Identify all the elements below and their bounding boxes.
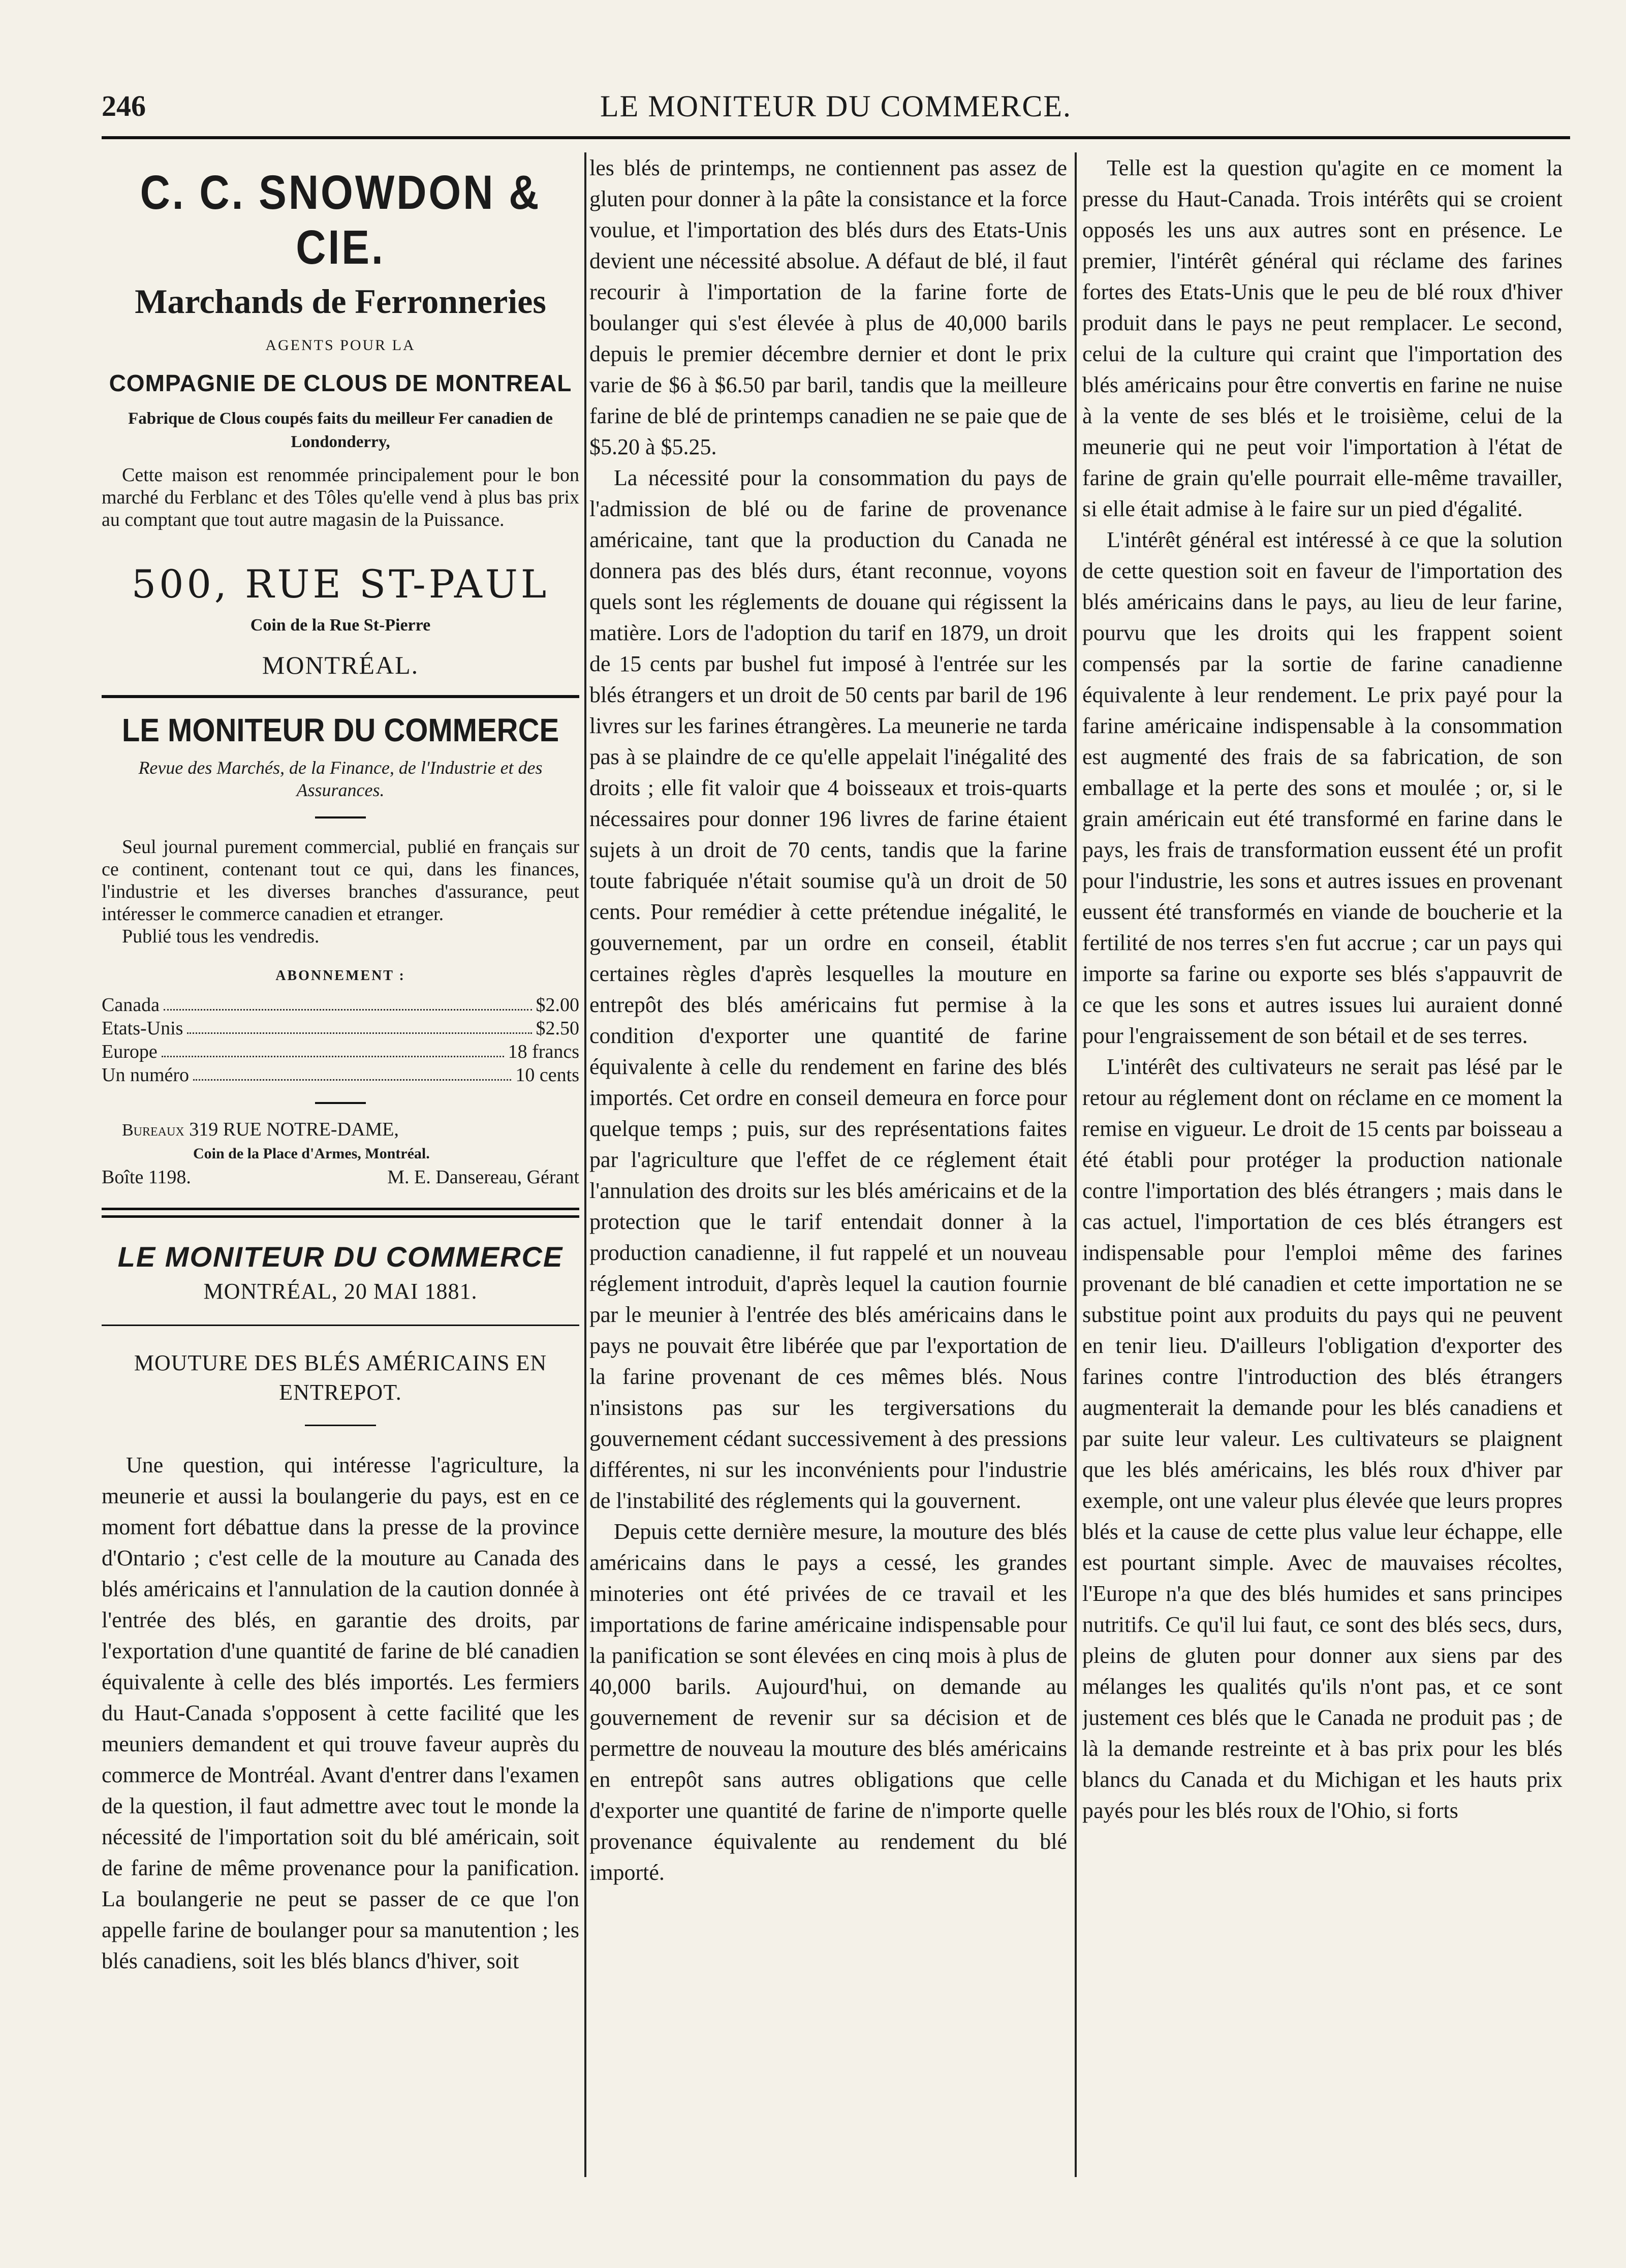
office-box-line [102, 1165, 579, 1189]
issue-title: LE MONITEUR DU COMMERCE [117, 1241, 564, 1273]
manager: M. E. Dansereau, Gérant [387, 1167, 579, 1188]
title-rule [305, 1425, 376, 1426]
advert-agents: AGENTS POUR LA [265, 337, 416, 354]
rate-row: Etats-Unis $2.50 [102, 1018, 579, 1039]
advertisement [102, 166, 579, 680]
advert-trade: Marchands de Ferronneries [135, 282, 546, 321]
office-label: Bureaux [122, 1121, 184, 1140]
office-address [102, 1117, 579, 1143]
subscription-label: ABONNEMENT : [275, 968, 405, 984]
rate-row: Canada $2.00 [102, 994, 579, 1016]
rate-row: Un numéro 10 cents [102, 1064, 579, 1086]
masthead-title: LE MONITEUR DU COMMERCE [121, 712, 559, 749]
publication-frequency: Publié tous les vendredis. [122, 926, 320, 947]
advert-description: Cette maison est renommée principalement pour le bon marché du Ferblanc et des Tôles qu'elle vend à plus bas prix au comptant que tout autre magasin de la Puissance. [102, 464, 579, 530]
article-paragraph: L'intérêt des cultivateurs ne serait pas lésé par le retour au réglement dont on réclame en ce moment la remise en vigueur. Le droit de 15 cents par boisseau a été établi pour protéger la production nationale contre l'importation des blés étrangers ; mais dans le cas actuel, l'importation de ces blés étrangers est indispensable pour l'emploi même des farines provenant de blé canadien et cette importation ne se substitue point aux produits du pays qui ne peuvent en tenir lieu. D'ailleurs l'obligation d'exporter des farines contre l'introduction des blés étrangers augmenterait la demande pour les blés canadiens et par suite leur valeur. Les cultivateurs se plaignent que les blés américains, les blés roux d'hiver par exemple, ont une valeur plus élevée que leurs propres blés et la cause de cette plus value leur échappe, elle est pourtant simple. Avec de mauvaises récoltes, l'Europe n'a que des blés humides et sans principes nutritifs. Ce qu'il lui faut, ce sont des blés secs, durs, pleins de gluten pour donner aux siens par des mélanges les qualités qu'ils n'ont pas, et ce sont justement ces blés que le Canada ne produit pas ; de là la demande restreinte et à bas prix pour les blés blancs du Canada et du Michigan et les hauts prix payés pour les blés roux de l'Ohio, si forts [1082, 1054, 1562, 1823]
article-title: MOUTURE DES BLÉS AMÉRICAINS EN ENTREPOT. [134, 1350, 547, 1405]
masthead-tagline: Revue des Marchés, de la Finance, de l'Industrie et des Assurances. [138, 758, 543, 800]
issue-rule [102, 1325, 579, 1326]
advert-firm-name: C. C. SNOWDON & CIE. [140, 166, 541, 274]
short-rule [315, 1102, 366, 1104]
column-rule-1 [584, 152, 586, 2177]
column-2 [589, 152, 1067, 2175]
issue-date: MONTRÉAL, 20 MAI 1881. [203, 1279, 478, 1304]
double-rule [102, 1208, 579, 1218]
article-paragraph: Une question, qui intéresse l'agriculture, la meunerie et aussi la boulangerie du pays, est en ce moment fort débattue dans la presse de la province d'Ontario ; c'est celle de la mouture au Canada des blés américains et l'annulation de la caution donnée à l'entrée des blés, en garantie des droits, par l'exportation d'une quantité de farine de blé canadien équivalente à celle des blés importés. Les fermiers du Haut-Canada s'opposent à cette facilité que les meuniers demandent et qui trouve faveur auprès du commerce de Montréal. Avant d'entrer dans l'examen de la question, il faut admettre avec tout le monde la nécessité de l'importation soit du blé américain, soit de farine de même provenance pour la panification. La boulangerie ne peut se passer de ce que l'on appelle farine de boulanger pour sa manutention ; les blés canadiens, soit les blés blancs d'hiver, soit [102, 1453, 579, 1973]
advert-city: MONTRÉAL. [262, 651, 419, 679]
article-paragraph: les blés de printemps, ne contiennent pas assez de gluten pour donner à la pâte la consistance et la force voulue, et l'importation des blés durs des Etats-Unis devient une nécessité absolue. A défaut de blé, il faut recourir à l'importation de la farine forte de boulanger qui s'est élevée à plus de 40,000 barils depuis le premier décembre dernier et dont le prix varie de $6 à $6.50 par baril, tandis que la meilleure farine de blé de printemps canadien ne se paie que de $5.20 à $5.25. [589, 155, 1067, 459]
column-1 [102, 152, 579, 2175]
post-box: Boîte 1198. [102, 1167, 191, 1188]
advert-address: 500, RUE ST-PAUL [131, 561, 550, 607]
article-paragraph: Telle est la question qu'agite en ce moment la presse du Haut-Canada. Trois intérêts qui se croient opposés les uns aux autres sont en présence. Le premier, l'intérêt général qui réclame des farines fortes des Etats-Unis que le peu de blé roux d'hiver produit dans le pays ne peut remplacer. Le second, celui de la culture qui craint que l'importation des blés américains pour être convertis en farine ne nuise à la vente de ses blés et le troisième, celui de la meunerie qui ne peut voir l'importation à l'état de farine de grain qu'elle pourrait elle-même travailler, si elle était admise à le faire sur un pied d'égalité. [1082, 155, 1562, 521]
rate-row: Europe 18 francs [102, 1041, 579, 1062]
header-rule [102, 136, 1570, 139]
page-number: 246 [102, 89, 146, 122]
running-title: LE MONITEUR DU COMMERCE. [600, 89, 1072, 123]
article-paragraph: La nécessité pour la consommation du pays de l'admission de blé ou de farine de provenance américaine, tant que la production du Canada ne donnera pas des blés durs, étant reconnue, voyons quels sont les réglements de douane qui régissent la matière. Lors de l'adoption du tarif en 1879, un droit de 15 cents par bushel fut imposé à l'entrée sur les blés étrangers et un droit de 50 cents par baril de 196 livres sur les farines étrangères. La meunerie ne tarda pas à se plaindre de ce qu'elle appelait l'inégalité des droits ; elle fit valoir que 4 boisseaux et trois-quarts nécessaires pour donner 196 livres de farine étaient sujets à un droit de 70 cents, tandis que la farine toute fabriquée n'était soumise qu'à un droit de 50 cents. Pour remédier à cette prétendue inégalité, le gouvernement, par un ordre en conseil, établit certaines règles d'après lesquelles la mouture en entrepôt des blés américains fut permise à la condition d'exporter une quantité de farine équivalente à celle du rendement en farine des blés importés. Cet ordre en conseil demeura en force pour quelque temps ; puis, sur des représentations faites par l'agriculture que l'effet de ce réglement était l'annulation des droits sur les blés américains et de la protection que le tarif entendait donner à la production canadienne, il fut rappelé et un nouveau réglement introduit, d'après lequel la caution fournie par le meunier à l'entrée des blés américains dans le pays ne pouvait être libérée que par l'exportation de la farine provenant de ces mêmes blés. Nous n'insistons pas sur les tergiversations du gouvernement cédant successivement à des pressions différentes, ni sur les inconvénients pour l'industrie de l'instabilité des réglements qui la gouvernent. [589, 465, 1067, 1513]
office-corner: Coin de la Place d'Armes, Montréal. [193, 1145, 430, 1162]
column-rule-2 [1075, 152, 1077, 2177]
running-header [102, 89, 1570, 137]
article-paragraph: Depuis cette dernière mesure, la mouture des blés américains dans le pays a cessé, les grandes minoteries ont été privées de ce travail et les importations de farine américaine indispensable pour la panification se sont élevées en cinq mois à plus de 40,000 barils. Aujourd'hui, on demande au gouvernement de revenir sur sa décision et de permettre de nouveau la mouture des blés américains en entrepôt sans autres obligations que celle d'exporter une quantité de farine de n'importe quelle provenance équivalente au rendement du blé importé. [589, 1519, 1067, 1885]
office-street: 319 RUE NOTRE-DAME, [189, 1119, 399, 1140]
masthead-box [102, 713, 579, 1189]
section-rule [102, 695, 579, 698]
article-paragraph: L'intérêt général est intéressé à ce que la solution de cette question soit en faveur de l'importation des blés américains dans le pays, au lieu de leur farine, pourvu que les droits qui les frappent soient compensés par la sortie de farine canadienne équivalente à leur rendement. Le prix payé pour la farine américaine indispensable à la consommation est augmenté des frais de sa fabrication, de son emballage et la perte des sons et moulée ; or, si le grain américain eut été transformé en farine dans le pays, les frais de transformation eussent été un profit pour l'industrie, les sons et autres issues en provenant eussent été transformés en viande de boucherie et la fertilité de nos terres s'en fut accrue ; car un pays qui importe sa farine ou exporte ses blés s'appauvrit de ce que les sons et autres issues lui auraient donné pour l'engraissement de son bétail et de ses terres. [1082, 527, 1562, 1048]
column-3 [1082, 152, 1562, 2175]
masthead-description: Seul journal purement commercial, publié en français sur ce continent, contenant tout ce qui, dans les finances, l'industrie et les diverses branches d'assurance, peut intéresser le commerce canadien et etranger. [102, 836, 579, 925]
short-rule [315, 816, 366, 818]
advert-corner: Coin de la Rue St-Pierre [250, 616, 431, 635]
advert-company: COMPAGNIE DE CLOUS DE MONTREAL [109, 370, 572, 396]
advert-fabrique: Fabrique de Clous coupés faits du meilleur Fer canadien de Londonderry, [128, 410, 553, 451]
subscription-rates [102, 993, 579, 1087]
